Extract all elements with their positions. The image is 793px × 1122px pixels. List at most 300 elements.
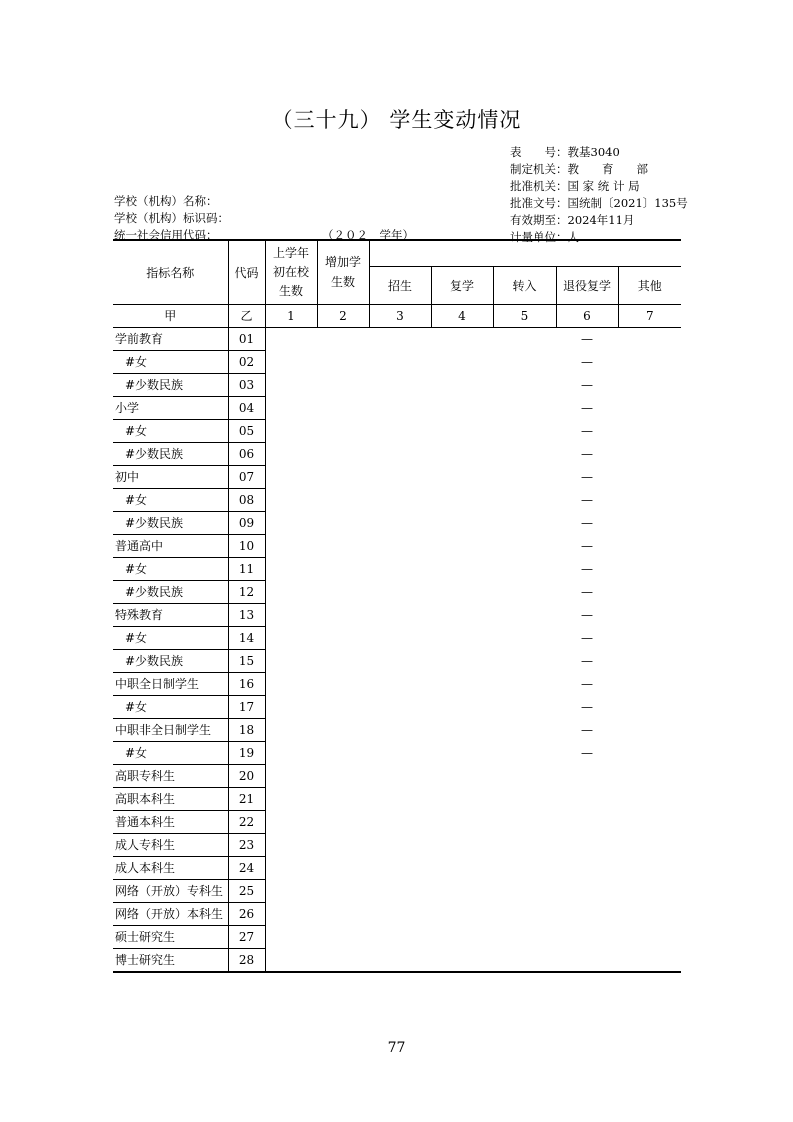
- data-cell: [431, 327, 493, 350]
- data-cell: [265, 350, 317, 373]
- data-cell: [317, 465, 369, 488]
- data-cell: [431, 672, 493, 695]
- data-cell: [265, 465, 317, 488]
- data-cell: [265, 948, 317, 972]
- data-cell: [493, 350, 556, 373]
- row-indicator-name: 小学: [113, 396, 228, 419]
- row-indicator-name: #少数民族: [113, 580, 228, 603]
- data-cell: [493, 373, 556, 396]
- data-cell: [618, 373, 681, 396]
- data-cell: [369, 580, 431, 603]
- data-cell: [369, 902, 431, 925]
- data-cell: [493, 718, 556, 741]
- valid-until: 有效期至：2024年11月: [510, 213, 635, 227]
- data-cell: [431, 718, 493, 741]
- data-cell: [369, 833, 431, 856]
- data-cell: [265, 626, 317, 649]
- data-cell: [493, 649, 556, 672]
- table-row: [113, 396, 681, 419]
- data-cell: [317, 879, 369, 902]
- table-row: [113, 902, 681, 925]
- data-cell: [618, 488, 681, 511]
- data-cell: [317, 373, 369, 396]
- data-cell: [618, 327, 681, 350]
- data-cell: [556, 856, 618, 879]
- header-other: 其他: [618, 266, 681, 304]
- data-cell: [265, 672, 317, 695]
- row-code: 15: [228, 649, 265, 672]
- row-indicator-name: 网络（开放）本科生: [113, 902, 228, 925]
- header-resume-study: 复学: [431, 266, 493, 304]
- not-applicable-dash: —: [581, 538, 593, 553]
- row-indicator-name: 博士研究生: [113, 948, 228, 972]
- index-cell: 6: [556, 304, 618, 327]
- data-cell: [369, 948, 431, 972]
- data-cell: [369, 511, 431, 534]
- data-cell: [493, 741, 556, 764]
- row-indicator-name: #少数民族: [113, 649, 228, 672]
- data-cell: [431, 580, 493, 603]
- data-cell: [317, 741, 369, 764]
- data-cell: [317, 695, 369, 718]
- data-cell: [556, 833, 618, 856]
- data-cell: [317, 948, 369, 972]
- index-cell: 2: [317, 304, 369, 327]
- data-cell: [265, 833, 317, 856]
- row-indicator-name: 中职非全日制学生: [113, 718, 228, 741]
- data-cell: [618, 603, 681, 626]
- header-indicator: 指标名称: [113, 240, 228, 304]
- table-row: [113, 764, 681, 787]
- data-cell: [431, 879, 493, 902]
- data-cell: [493, 948, 556, 972]
- data-cell: [317, 787, 369, 810]
- data-cell: [493, 672, 556, 695]
- not-applicable-dash: —: [581, 331, 593, 346]
- row-indicator-name: 成人本科生: [113, 856, 228, 879]
- data-cell: [265, 787, 317, 810]
- data-cell: [618, 695, 681, 718]
- row-code: 19: [228, 741, 265, 764]
- data-cell: [369, 373, 431, 396]
- data-cell: [317, 442, 369, 465]
- row-code: 25: [228, 879, 265, 902]
- data-cell: [493, 879, 556, 902]
- approval-authority: 批准机关：国 家 统 计 局: [510, 179, 640, 193]
- data-cell: [618, 626, 681, 649]
- not-applicable-dash: —: [581, 699, 593, 714]
- table-row: [113, 465, 681, 488]
- data-cell: [618, 879, 681, 902]
- data-cell: [493, 580, 556, 603]
- data-cell: [431, 902, 493, 925]
- index-cell: 3: [369, 304, 431, 327]
- row-indicator-name: 高职专科生: [113, 764, 228, 787]
- data-cell: [431, 649, 493, 672]
- data-cell: [493, 442, 556, 465]
- data-cell: [265, 764, 317, 787]
- data-cell: [431, 787, 493, 810]
- data-cell: [431, 465, 493, 488]
- data-cell: [369, 350, 431, 373]
- data-cell: [317, 419, 369, 442]
- data-cell: [265, 741, 317, 764]
- data-cell: [317, 902, 369, 925]
- data-cell: [265, 442, 317, 465]
- row-code: 02: [228, 350, 265, 373]
- data-cell: [369, 419, 431, 442]
- table-row: [113, 925, 681, 948]
- data-cell: [618, 764, 681, 787]
- header-increase-span: [369, 240, 681, 266]
- table-row: [113, 741, 681, 764]
- data-cell: [265, 511, 317, 534]
- data-cell: [369, 741, 431, 764]
- header-code: 代码: [228, 240, 265, 304]
- data-cell: [431, 534, 493, 557]
- data-cell: [556, 810, 618, 833]
- data-cell: [369, 810, 431, 833]
- unit-of-measure: 计量单位：人: [510, 230, 579, 244]
- data-cell: [369, 603, 431, 626]
- data-cell: [556, 948, 618, 972]
- data-cell: [265, 718, 317, 741]
- row-code: 08: [228, 488, 265, 511]
- table-row: [113, 626, 681, 649]
- data-cell: [265, 695, 317, 718]
- data-cell: [265, 856, 317, 879]
- data-cell: [618, 649, 681, 672]
- data-cell: [369, 718, 431, 741]
- table-row: [113, 672, 681, 695]
- data-cell: [317, 626, 369, 649]
- not-applicable-dash: —: [581, 676, 593, 691]
- table-row: [113, 948, 681, 972]
- data-cell: [618, 396, 681, 419]
- data-cell: [317, 327, 369, 350]
- data-cell: [317, 350, 369, 373]
- row-indicator-name: 特殊教育: [113, 603, 228, 626]
- not-applicable-dash: —: [581, 722, 593, 737]
- data-cell: [556, 879, 618, 902]
- table-row: [113, 718, 681, 741]
- data-cell: [431, 373, 493, 396]
- data-cell: [618, 557, 681, 580]
- data-cell: [265, 603, 317, 626]
- data-cell: [265, 925, 317, 948]
- row-code: 18: [228, 718, 265, 741]
- data-cell: [265, 327, 317, 350]
- data-cell: [317, 718, 369, 741]
- table-row: [113, 879, 681, 902]
- data-cell: [317, 557, 369, 580]
- not-applicable-dash: —: [581, 745, 593, 760]
- data-cell: [431, 764, 493, 787]
- index-cell: 4: [431, 304, 493, 327]
- data-cell: [431, 810, 493, 833]
- data-cell: [431, 856, 493, 879]
- data-cell: [369, 764, 431, 787]
- row-indicator-name: 成人专科生: [113, 833, 228, 856]
- table-row: [113, 695, 681, 718]
- data-cell: [369, 879, 431, 902]
- row-indicator-name: #女: [113, 557, 228, 580]
- form-number: 表 号：教基3040: [510, 145, 620, 159]
- data-cell: [431, 511, 493, 534]
- header-prev-year: 上学年 初在校 生数: [265, 240, 317, 304]
- data-cell: [369, 488, 431, 511]
- row-indicator-name: #少数民族: [113, 442, 228, 465]
- row-code: 03: [228, 373, 265, 396]
- table-title: （三十九） 学生变动情况: [271, 108, 522, 132]
- row-indicator-name: #女: [113, 419, 228, 442]
- table-row: [113, 649, 681, 672]
- data-cell: [493, 557, 556, 580]
- row-indicator-name: #少数民族: [113, 373, 228, 396]
- approval-number: 批准文号：国统制〔2021〕135号: [510, 196, 688, 210]
- row-indicator-name: #少数民族: [113, 511, 228, 534]
- data-cell: [618, 902, 681, 925]
- data-cell: [265, 580, 317, 603]
- data-cell: [317, 925, 369, 948]
- data-cell: [317, 649, 369, 672]
- data-cell: [556, 787, 618, 810]
- data-cell: [618, 350, 681, 373]
- not-applicable-dash: —: [581, 400, 593, 415]
- data-cell: [431, 925, 493, 948]
- row-indicator-name: #女: [113, 626, 228, 649]
- not-applicable-dash: —: [581, 561, 593, 576]
- header-increase: 增加学 生数: [317, 240, 369, 304]
- data-cell: [493, 764, 556, 787]
- data-cell: [493, 511, 556, 534]
- data-cell: [618, 833, 681, 856]
- data-cell: [618, 580, 681, 603]
- row-code: 04: [228, 396, 265, 419]
- data-cell: [618, 948, 681, 972]
- table-row: [113, 557, 681, 580]
- data-cell: [493, 488, 556, 511]
- data-cell: [618, 419, 681, 442]
- data-cell: [317, 580, 369, 603]
- data-cell: [431, 442, 493, 465]
- row-indicator-name: 普通高中: [113, 534, 228, 557]
- header-enrollment: 招生: [369, 266, 431, 304]
- form-meta-right: [510, 144, 688, 246]
- not-applicable-dash: —: [581, 469, 593, 484]
- data-cell: [369, 534, 431, 557]
- table-row: [113, 787, 681, 810]
- school-id-label: 学校（机构）标识码：: [114, 211, 229, 225]
- row-indicator-name: #女: [113, 741, 228, 764]
- data-cell: [556, 764, 618, 787]
- row-code: 27: [228, 925, 265, 948]
- row-indicator-name: #女: [113, 488, 228, 511]
- row-code: 21: [228, 787, 265, 810]
- data-cell: [556, 902, 618, 925]
- student-change-table: [113, 239, 681, 973]
- table-row: [113, 419, 681, 442]
- table-row: [113, 856, 681, 879]
- not-applicable-dash: —: [581, 515, 593, 530]
- row-code: 10: [228, 534, 265, 557]
- data-cell: [369, 672, 431, 695]
- data-cell: [369, 396, 431, 419]
- data-cell: [369, 327, 431, 350]
- data-cell: [493, 902, 556, 925]
- row-code: 28: [228, 948, 265, 972]
- data-cell: [265, 649, 317, 672]
- row-indicator-name: #女: [113, 350, 228, 373]
- data-cell: [317, 764, 369, 787]
- data-cell: [431, 419, 493, 442]
- data-cell: [265, 534, 317, 557]
- data-cell: [369, 787, 431, 810]
- data-cell: [369, 649, 431, 672]
- data-cell: [265, 373, 317, 396]
- not-applicable-dash: —: [581, 354, 593, 369]
- data-cell: [493, 327, 556, 350]
- data-cell: [493, 925, 556, 948]
- data-cell: [431, 488, 493, 511]
- data-cell: [369, 626, 431, 649]
- data-cell: [317, 534, 369, 557]
- data-cell: [431, 695, 493, 718]
- page-number: 77: [387, 1040, 406, 1056]
- data-cell: [493, 787, 556, 810]
- data-cell: [265, 488, 317, 511]
- table-row: [113, 511, 681, 534]
- data-cell: [618, 534, 681, 557]
- row-code: 14: [228, 626, 265, 649]
- data-cell: [369, 442, 431, 465]
- row-indicator-name: 中职全日制学生: [113, 672, 228, 695]
- table-row: [113, 603, 681, 626]
- not-applicable-dash: —: [581, 584, 593, 599]
- table-row: [113, 810, 681, 833]
- row-indicator-name: #女: [113, 695, 228, 718]
- table-row: [113, 833, 681, 856]
- data-cell: [317, 396, 369, 419]
- data-cell: [369, 465, 431, 488]
- data-cell: [317, 810, 369, 833]
- data-cell: [265, 810, 317, 833]
- data-cell: [618, 856, 681, 879]
- index-cell: 乙: [228, 304, 265, 327]
- data-cell: [556, 925, 618, 948]
- data-cell: [317, 511, 369, 534]
- row-indicator-name: 普通本科生: [113, 810, 228, 833]
- not-applicable-dash: —: [581, 607, 593, 622]
- data-cell: [265, 879, 317, 902]
- data-cell: [265, 396, 317, 419]
- row-code: 05: [228, 419, 265, 442]
- index-cell: 7: [618, 304, 681, 327]
- table-row: [113, 373, 681, 396]
- data-cell: [618, 810, 681, 833]
- table-row: [113, 580, 681, 603]
- school-name-label: 学校（机构）名称：: [114, 194, 218, 208]
- table-row: [113, 350, 681, 373]
- not-applicable-dash: —: [581, 492, 593, 507]
- data-cell: [493, 419, 556, 442]
- data-cell: [317, 488, 369, 511]
- row-code: 23: [228, 833, 265, 856]
- credit-code-label: 统一社会信用代码：: [114, 228, 218, 242]
- data-cell: [431, 603, 493, 626]
- data-cell: [317, 856, 369, 879]
- table-row: [113, 442, 681, 465]
- not-applicable-dash: —: [581, 653, 593, 668]
- row-indicator-name: 硕士研究生: [113, 925, 228, 948]
- data-cell: [618, 511, 681, 534]
- data-cell: [369, 557, 431, 580]
- academic-year-label: （２０２ 学年）: [322, 228, 414, 242]
- row-code: 11: [228, 557, 265, 580]
- data-cell: [265, 419, 317, 442]
- row-code: 22: [228, 810, 265, 833]
- not-applicable-dash: —: [581, 630, 593, 645]
- data-cell: [493, 856, 556, 879]
- row-indicator-name: 学前教育: [113, 327, 228, 350]
- row-code: 12: [228, 580, 265, 603]
- row-code: 09: [228, 511, 265, 534]
- not-applicable-dash: —: [581, 446, 593, 461]
- data-cell: [618, 465, 681, 488]
- form-meta-left: [114, 193, 229, 244]
- row-code: 16: [228, 672, 265, 695]
- row-code: 26: [228, 902, 265, 925]
- data-cell: [493, 626, 556, 649]
- not-applicable-dash: —: [581, 423, 593, 438]
- row-code: 17: [228, 695, 265, 718]
- row-indicator-name: 初中: [113, 465, 228, 488]
- row-code: 01: [228, 327, 265, 350]
- row-indicator-name: 网络（开放）专科生: [113, 879, 228, 902]
- data-cell: [369, 856, 431, 879]
- row-code: 24: [228, 856, 265, 879]
- data-cell: [493, 603, 556, 626]
- data-cell: [265, 902, 317, 925]
- data-cell: [431, 948, 493, 972]
- row-indicator-name: 高职本科生: [113, 787, 228, 810]
- data-cell: [493, 534, 556, 557]
- row-code: 06: [228, 442, 265, 465]
- data-cell: [431, 741, 493, 764]
- data-cell: [618, 718, 681, 741]
- table-row: [113, 488, 681, 511]
- header-veteran-resume: 退役复学: [556, 266, 618, 304]
- header-transfer-in: 转入: [493, 266, 556, 304]
- data-cell: [317, 672, 369, 695]
- issuing-authority: 制定机关：教 育 部: [510, 162, 648, 176]
- table-row: [113, 534, 681, 557]
- data-cell: [369, 925, 431, 948]
- data-cell: [618, 925, 681, 948]
- data-cell: [493, 695, 556, 718]
- data-cell: [317, 603, 369, 626]
- data-cell: [618, 442, 681, 465]
- data-cell: [493, 833, 556, 856]
- table-row: [113, 327, 681, 350]
- data-cell: [493, 810, 556, 833]
- data-cell: [369, 695, 431, 718]
- row-code: 20: [228, 764, 265, 787]
- not-applicable-dash: —: [581, 377, 593, 392]
- data-cell: [493, 465, 556, 488]
- index-cell: 1: [265, 304, 317, 327]
- data-cell: [493, 396, 556, 419]
